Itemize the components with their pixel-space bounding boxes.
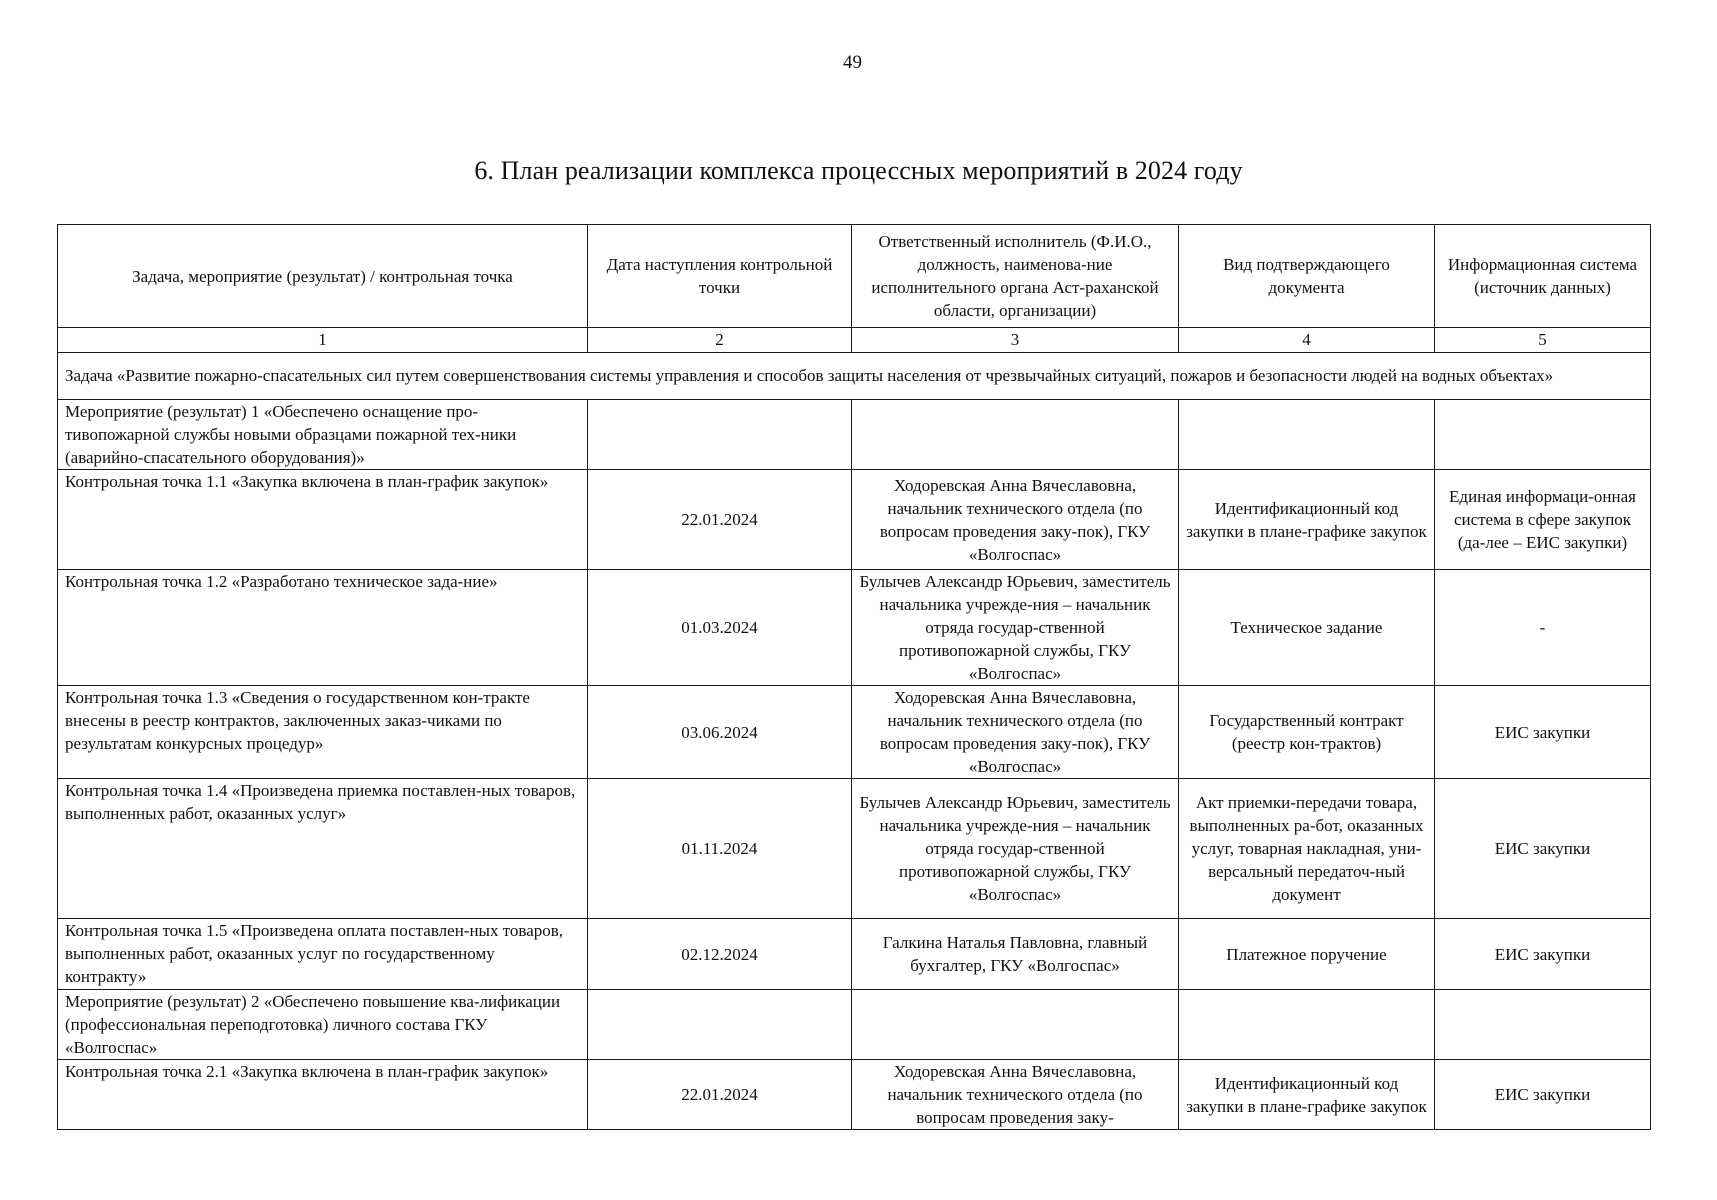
row-date: 01.03.2024	[588, 570, 852, 686]
row-date: 02.12.2024	[588, 919, 852, 990]
row-system: ЕИС закупки	[1435, 779, 1651, 919]
row-responsible: Ходоревская Анна Вячеславовна, начальник технического отдела (по вопросам проведения заку-	[852, 1060, 1179, 1130]
row-name: Контрольная точка 1.5 «Произведена оплата поставлен-ных товаров, выполненных работ, оказанных услуг по государственному контракту»	[58, 919, 588, 990]
row-system: -	[1435, 570, 1651, 686]
row-responsible: Булычев Александр Юрьевич, заместитель начальника учрежде-ния – начальник отряда государ-ственной противопожарной службы, ГКУ «Волгоспас»	[852, 570, 1179, 686]
task-row	[58, 353, 1651, 400]
row-date	[588, 400, 852, 470]
row-document: Платежное поручение	[1179, 919, 1435, 990]
plan-table	[57, 224, 1651, 1130]
row-name: Контрольная точка 2.1 «Закупка включена в план-график закупок»	[58, 1060, 588, 1130]
table-row	[58, 686, 1651, 779]
row-name: Контрольная точка 1.2 «Разработано техническое зада-ние»	[58, 570, 588, 686]
task-cell: Задача «Развитие пожарно-спасательных сил путем совершенствования системы управления и способов защиты населения от чрезвычайных ситуаций, пожаров и безопасности людей на водных объектах»	[58, 353, 1651, 400]
column-number: 2	[588, 328, 852, 353]
table-row	[58, 570, 1651, 686]
header-date: Дата наступления контрольной точки	[588, 225, 852, 328]
row-name: Контрольная точка 1.3 «Сведения о государственном кон-тракте внесены в реестр контрактов, заключенных заказ-чиками по результатам конкурсных процедур»	[58, 686, 588, 779]
row-name: Контрольная точка 1.4 «Произведена приемка поставлен-ных товаров, выполненных работ, оказанных услуг»	[58, 779, 588, 919]
column-number: 5	[1435, 328, 1651, 353]
row-system: ЕИС закупки	[1435, 686, 1651, 779]
table-row	[58, 990, 1651, 1060]
table-row	[58, 919, 1651, 990]
row-document	[1179, 400, 1435, 470]
header-document: Вид подтверждающего документа	[1179, 225, 1435, 328]
header-system: Информационная система (источник данных)	[1435, 225, 1651, 328]
table-row	[58, 470, 1651, 570]
row-system: Единая информаци-онная система в сфере закупок (да-лее – ЕИС закупки)	[1435, 470, 1651, 570]
column-number: 3	[852, 328, 1179, 353]
table-header-row	[58, 225, 1651, 328]
row-system	[1435, 990, 1651, 1060]
row-responsible: Булычев Александр Юрьевич, заместитель начальника учрежде-ния – начальник отряда государ-ственной противопожарной службы, ГКУ «Волгоспас»	[852, 779, 1179, 919]
table-row	[58, 1060, 1651, 1130]
column-number: 1	[58, 328, 588, 353]
row-system: ЕИС закупки	[1435, 1060, 1651, 1130]
row-system	[1435, 400, 1651, 470]
row-date	[588, 990, 852, 1060]
row-document: Акт приемки-передачи товара, выполненных ра-бот, оказанных услуг, товарная накладная, уни-версальный передаточ-ный документ	[1179, 779, 1435, 919]
row-date: 22.01.2024	[588, 1060, 852, 1130]
row-date: 01.11.2024	[588, 779, 852, 919]
row-system: ЕИС закупки	[1435, 919, 1651, 990]
row-responsible	[852, 990, 1179, 1060]
row-responsible: Галкина Наталья Павловна, главный бухгалтер, ГКУ «Волгоспас»	[852, 919, 1179, 990]
row-document: Техническое задание	[1179, 570, 1435, 686]
table-row	[58, 400, 1651, 470]
row-responsible: Ходоревская Анна Вячеславовна, начальник технического отдела (по вопросам проведения заку-пок), ГКУ «Волгоспас»	[852, 470, 1179, 570]
table-row	[58, 779, 1651, 919]
header-task: Задача, мероприятие (результат) / контрольная точка	[58, 225, 588, 328]
row-name: Мероприятие (результат) 1 «Обеспечено оснащение про-тивопожарной службы новыми образцами пожарной тех-ники (аварийно-спасательного оборудования)»	[58, 400, 588, 470]
row-document: Идентификационный код закупки в плане-графике закупок	[1179, 1060, 1435, 1130]
document-title: 6. План реализации комплекса процессных мероприятий в 2024 году	[474, 156, 1243, 185]
row-responsible	[852, 400, 1179, 470]
row-responsible: Ходоревская Анна Вячеславовна, начальник технического отдела (по вопросам проведения заку-пок), ГКУ «Волгоспас»	[852, 686, 1179, 779]
row-document	[1179, 990, 1435, 1060]
row-name: Мероприятие (результат) 2 «Обеспечено повышение ква-лификации (профессиональная переподготовка) личного состава ГКУ «Волгоспас»	[58, 990, 588, 1060]
row-date: 03.06.2024	[588, 686, 852, 779]
header-responsible: Ответственный исполнитель (Ф.И.О., должность, наименова-ние исполнительного органа Аст-раханской области, организации)	[852, 225, 1179, 328]
row-document: Идентификационный код закупки в плане-графике закупок	[1179, 470, 1435, 570]
row-date: 22.01.2024	[588, 470, 852, 570]
column-number-row	[58, 328, 1651, 353]
column-number: 4	[1179, 328, 1435, 353]
row-document: Государственный контракт (реестр кон-трактов)	[1179, 686, 1435, 779]
row-name: Контрольная точка 1.1 «Закупка включена в план-график закупок»	[58, 470, 588, 570]
page-number: 49	[843, 52, 862, 73]
